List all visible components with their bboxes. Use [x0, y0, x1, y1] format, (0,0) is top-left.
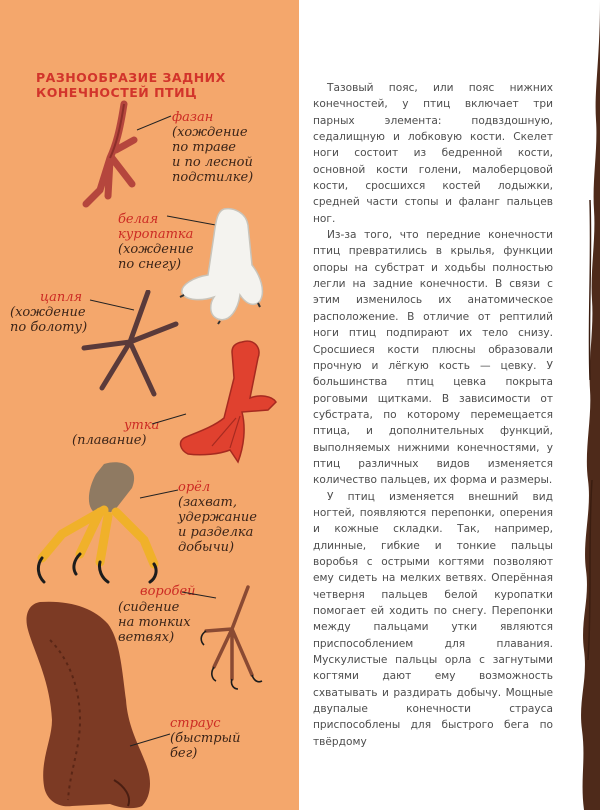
bird-label-ostrich: страус (быстрый бег) [170, 716, 241, 761]
bird-label-heron: цапля (хождение по болоту) [10, 290, 88, 335]
section-heading: РАЗНООБРАЗИЕ ЗАДНИХ КОНЕЧНОСТЕЙ ПТИЦ [36, 70, 226, 100]
leader-line [128, 730, 174, 750]
tree-bark-decoration [570, 0, 600, 810]
bird-label-ptarmigan: белая куропатка (хождение по снегу) [118, 212, 194, 272]
heron-foot-illustration [70, 290, 180, 400]
illustration-panel [0, 0, 299, 810]
bird-label-eagle: орёл (захват, удержание и разделка добычи) [178, 480, 257, 555]
paragraph: У птиц изменяется внешний вид ногтей, появляются перепонки, оперения и кожные складки. Так, например, длинные, гибкие и тонкие пальцы воробья с острыми когтями позволяют ему сидеть на мелких ветвях. Оперённая четверня пальцев белой куропатки помогает ей ходить по снегу. Перепонки между пальцами утки являются приспособлением для плавания. Мускулистые пальцы орла с загнутыми когтями дают ему возможность схватывать и раздирать добычу. Мощные двупалые конечности страуса приспособлены для быстрого бега по твёрдому [313, 490, 553, 748]
leader-line [135, 112, 175, 132]
bird-label-sparrow: воробей [140, 584, 196, 599]
sparrow-foot-illustration [196, 585, 286, 695]
paragraph: Из-за того, что передние конечности птиц превратились в крылья, функции опоры на субстрат и ходьбы полностью легли на задние конечности. В связи с этим изменилось их анатомическое расположение. В отличие от рептилий ноги птиц подпирают их тело снизу. Сросшиеся кости плюсны образовали прочную и лёгкую кость — цевку. У большинства птиц цевка покрыта роговыми щитками. В зависимости от субстрата, по которому перемещается птица, и дополнительных функций, выполняемых нижними конечностями, у птиц различных видов изменяется количество пальцев, их форма и размеры. [313, 229, 553, 487]
leader-line [150, 410, 190, 430]
paragraph: Тазовый пояс, или пояс нижних конечностей, у птиц включает три парных элемента: подвздошную, седалищную и лобковую кости. Скелет ноги состоит из бедренной кости, основной кости голени, малоберцовой кости, сросшихся костей лодыжки, средней части стопы и фаланг пальцев ног. [313, 82, 553, 225]
bird-label-duck: утка (плавание) [72, 418, 160, 448]
ptarmigan-foot-illustration [174, 205, 274, 325]
leader-line [138, 486, 182, 502]
duck-foot-illustration [172, 338, 282, 468]
bird-label-pheasant: фазан (хождение по траве и по лесной подстилке) [172, 110, 254, 185]
bird-description-sparrow: (сидение на тонких ветвях) [118, 600, 191, 645]
article-body [313, 80, 553, 750]
eagle-foot-illustration [32, 458, 172, 588]
